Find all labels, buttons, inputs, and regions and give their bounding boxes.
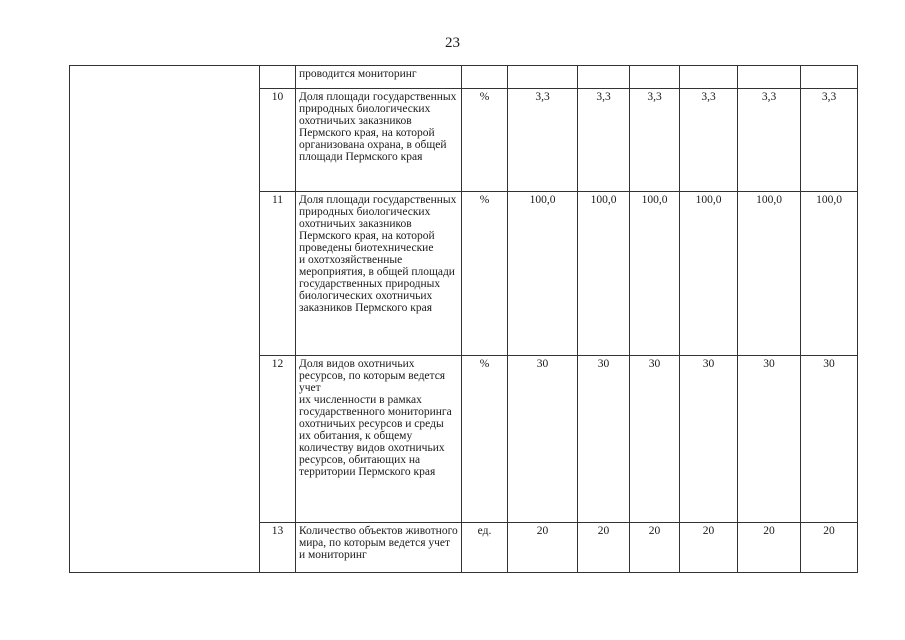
value-cell bbox=[630, 66, 680, 89]
value-cell bbox=[508, 66, 578, 89]
indicator-name-cell: Доля видов охотничьих ресурсов, по которым ведется учет их численности в рамках государственного мониторинга охотничьих ресурсов и среды их обитания, к общему количеству видов охотничьих ресурсов, обитающих на территории Пермского края bbox=[296, 356, 462, 523]
indicators-table bbox=[69, 65, 858, 573]
indicator-name-cell: Доля площади государственных природных биологических охотничьих заказников Пермского края, на которой проведены биотехнические и охотхозяйственные мероприятия, в общей площади государственных природных биологических охотничьих заказников Пермского края bbox=[296, 192, 462, 356]
value-cell: 100,0 bbox=[508, 192, 578, 356]
value-cell: 30 bbox=[508, 356, 578, 523]
unit-cell: % bbox=[462, 89, 508, 192]
value-cell bbox=[578, 66, 630, 89]
value-cell: 3,3 bbox=[801, 89, 858, 192]
value-cell: 20 bbox=[680, 523, 738, 573]
row-number-cell: 12 bbox=[260, 356, 296, 523]
unit-cell: % bbox=[462, 192, 508, 356]
value-cell: 30 bbox=[680, 356, 738, 523]
value-cell: 100,0 bbox=[680, 192, 738, 356]
indicator-name-cell: Доля площади государственных природных биологических охотничьих заказников Пермского края, на которой организована охрана, в общей площади Пермского края bbox=[296, 89, 462, 192]
value-cell bbox=[680, 66, 738, 89]
indicator-name-cell: проводится мониторинг bbox=[296, 66, 462, 89]
page-number: 23 bbox=[445, 35, 460, 51]
value-cell: 30 bbox=[738, 356, 801, 523]
value-cell: 3,3 bbox=[680, 89, 738, 192]
value-cell: 3,3 bbox=[578, 89, 630, 192]
value-cell bbox=[738, 66, 801, 89]
unit-cell: % bbox=[462, 356, 508, 523]
value-cell: 100,0 bbox=[578, 192, 630, 356]
row-number-cell: 13 bbox=[260, 523, 296, 573]
value-cell: 3,3 bbox=[508, 89, 578, 192]
row-number-cell: 11 bbox=[260, 192, 296, 356]
value-cell: 30 bbox=[630, 356, 680, 523]
value-cell: 20 bbox=[508, 523, 578, 573]
row-number-cell: 10 bbox=[260, 89, 296, 192]
value-cell: 100,0 bbox=[738, 192, 801, 356]
value-cell: 20 bbox=[630, 523, 680, 573]
table-row-continuation bbox=[70, 66, 858, 89]
unit-cell: ед. bbox=[462, 523, 508, 573]
value-cell: 30 bbox=[578, 356, 630, 523]
row-number-cell bbox=[260, 66, 296, 89]
blank-left-cell bbox=[70, 66, 260, 573]
value-cell bbox=[801, 66, 858, 89]
value-cell: 100,0 bbox=[801, 192, 858, 356]
value-cell: 100,0 bbox=[630, 192, 680, 356]
value-cell: 20 bbox=[801, 523, 858, 573]
value-cell: 20 bbox=[738, 523, 801, 573]
value-cell: 3,3 bbox=[630, 89, 680, 192]
value-cell: 30 bbox=[801, 356, 858, 523]
unit-cell bbox=[462, 66, 508, 89]
value-cell: 20 bbox=[578, 523, 630, 573]
value-cell: 3,3 bbox=[738, 89, 801, 192]
indicator-name-cell: Количество объектов животного мира, по которым ведется учет и мониторинг bbox=[296, 523, 462, 573]
